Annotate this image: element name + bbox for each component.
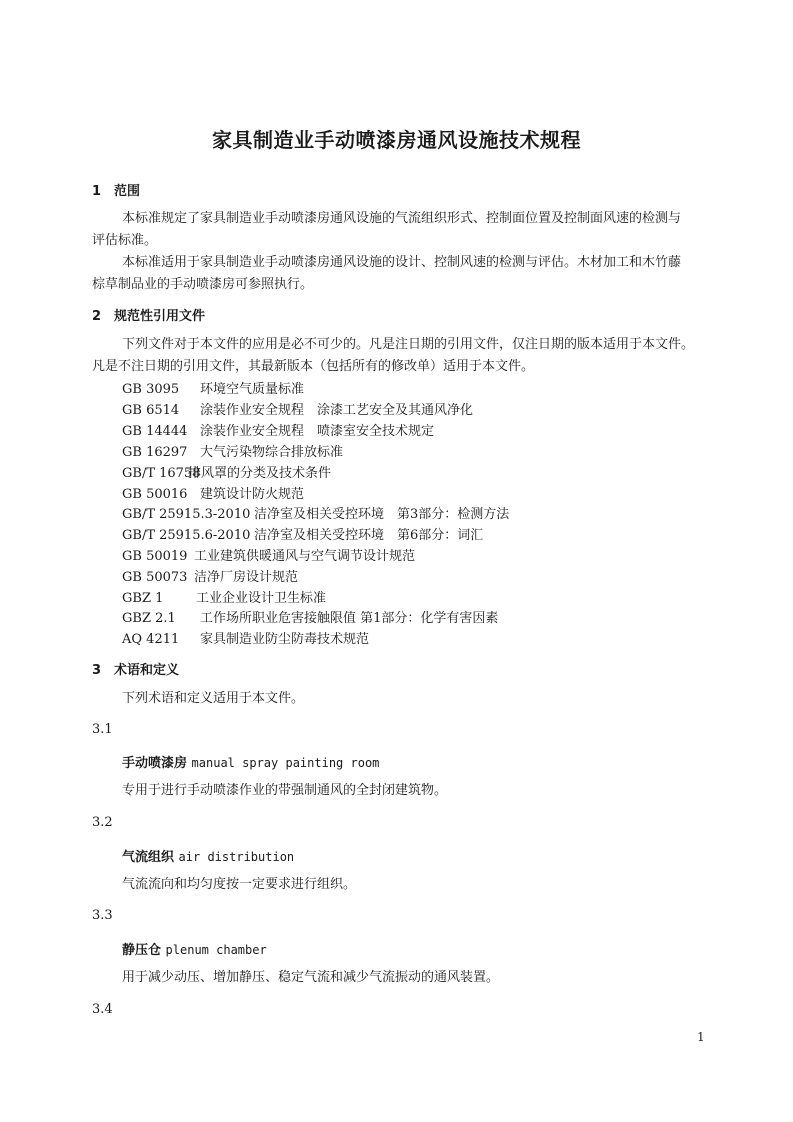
section-2-heading — [92, 305, 205, 324]
reference-item — [122, 545, 415, 564]
reference-item — [122, 378, 304, 397]
reference-code: GB 50019 — [122, 549, 188, 564]
reference-item — [122, 462, 331, 481]
reference-item — [122, 399, 473, 418]
term-heading — [122, 939, 267, 958]
reference-item — [122, 441, 343, 460]
reference-title: 洁净室及相关受控环境 第3部分：检测方法 — [254, 507, 510, 522]
reference-code: GB/T 16758 — [122, 466, 201, 481]
section-number: 1 — [92, 184, 102, 199]
clause-number: 3.3 — [92, 908, 113, 923]
clause-number: 3.1 — [92, 722, 113, 737]
reference-code: GB 50016 — [122, 487, 188, 502]
reference-item — [122, 503, 509, 522]
term-zh: 手动喷漆房 — [122, 756, 188, 771]
paragraph-line: 本标准适用于家具制造业手动喷漆房通风设施的设计、控制风速的检测与评估。木材加工和木竹藤 — [122, 255, 682, 270]
paragraph-line: 下列文件对于本文件的应用是必不可少的。凡是注日期的引用文件，仅注日期的版本适用于本文件。 — [122, 337, 695, 352]
reference-item — [122, 420, 434, 439]
section-title: 规范性引用文件 — [114, 309, 206, 324]
reference-code: AQ 4211 — [122, 632, 180, 647]
term-definition: 气流流向和均匀度按一定要求进行组织。 — [122, 877, 357, 892]
term-zh: 静压仓 — [122, 943, 162, 958]
reference-code: GB 50073 — [122, 570, 188, 585]
reference-item — [122, 483, 304, 502]
reference-title: 工业企业设计卫生标准 — [196, 591, 327, 606]
page-number: 1 — [697, 1030, 705, 1044]
reference-title: 建筑设计防火规范 — [200, 487, 305, 502]
term-heading — [122, 846, 294, 865]
term-en: plenum chamber — [165, 943, 267, 957]
paragraph-line: 评估标准。 — [92, 233, 158, 248]
term-heading — [122, 752, 379, 771]
section-1-heading — [92, 180, 140, 199]
term-en: air distribution — [178, 850, 295, 864]
reference-item — [122, 587, 326, 606]
term-en: manual spray painting room — [191, 756, 380, 770]
reference-code: GB 6514 — [122, 403, 180, 418]
term-definition: 专用于进行手动喷漆作业的带强制通风的全封闭建筑物。 — [122, 783, 448, 798]
section-title: 术语和定义 — [114, 663, 180, 678]
paragraph-line: 棕草制品业的手动喷漆房可参照执行。 — [92, 277, 314, 292]
reference-title: 工作场所职业危害接触限值 第1部分：化学有害因素 — [200, 611, 499, 626]
clause-number: 3.2 — [92, 815, 113, 830]
document-title: 家具制造业手动喷漆房通风设施技术规程 — [212, 128, 581, 152]
reference-title: 环境空气质量标准 — [200, 382, 305, 397]
section-number: 2 — [92, 309, 102, 324]
reference-title: 洁净室及相关受控环境 第6部分：词汇 — [254, 528, 484, 543]
paragraph-line: 本标准规定了家具制造业手动喷漆房通风设施的气流组织形式、控制面位置及控制面风速的检测与 — [122, 211, 682, 226]
paragraph-line: 凡是不注日期的引用文件，其最新版本（包括所有的修改单）适用于本文件。 — [92, 359, 535, 374]
reference-code: GBZ 1 — [122, 591, 164, 606]
reference-code: GBZ 2.1 — [122, 611, 176, 626]
reference-code: GB/T 25915.3-2010 — [122, 507, 251, 522]
reference-title: 涂装作业安全规程 喷漆室安全技术规定 — [200, 424, 435, 439]
reference-title: 大气污染物综合排放标准 — [200, 445, 344, 460]
reference-code: GB/T 25915.6-2010 — [122, 528, 251, 543]
reference-item — [122, 607, 498, 626]
reference-title: 涂装作业安全规程 涂漆工艺安全及其通风净化 — [200, 403, 474, 418]
reference-code: GB 14444 — [122, 424, 188, 439]
section-3-heading — [92, 659, 179, 678]
reference-item — [122, 628, 369, 647]
reference-title: 排风罩的分类及技术条件 — [188, 466, 332, 481]
reference-title: 家具制造业防尘防毒技术规范 — [200, 632, 370, 647]
clause-number: 3.4 — [92, 1002, 113, 1017]
reference-code: GB 3095 — [122, 382, 180, 397]
reference-code: GB 16297 — [122, 445, 188, 460]
reference-title: 工业建筑供暖通风与空气调节设计规范 — [194, 549, 416, 564]
reference-item — [122, 566, 298, 585]
section-title: 范围 — [114, 184, 141, 199]
reference-title: 洁净厂房设计规范 — [194, 570, 299, 585]
paragraph-line: 下列术语和定义适用于本文件。 — [122, 691, 305, 706]
reference-item — [122, 524, 483, 543]
term-zh: 气流组织 — [122, 850, 175, 865]
term-definition: 用于减少动压、增加静压、稳定气流和减少气流振动的通风装置。 — [122, 970, 500, 985]
section-number: 3 — [92, 663, 102, 678]
